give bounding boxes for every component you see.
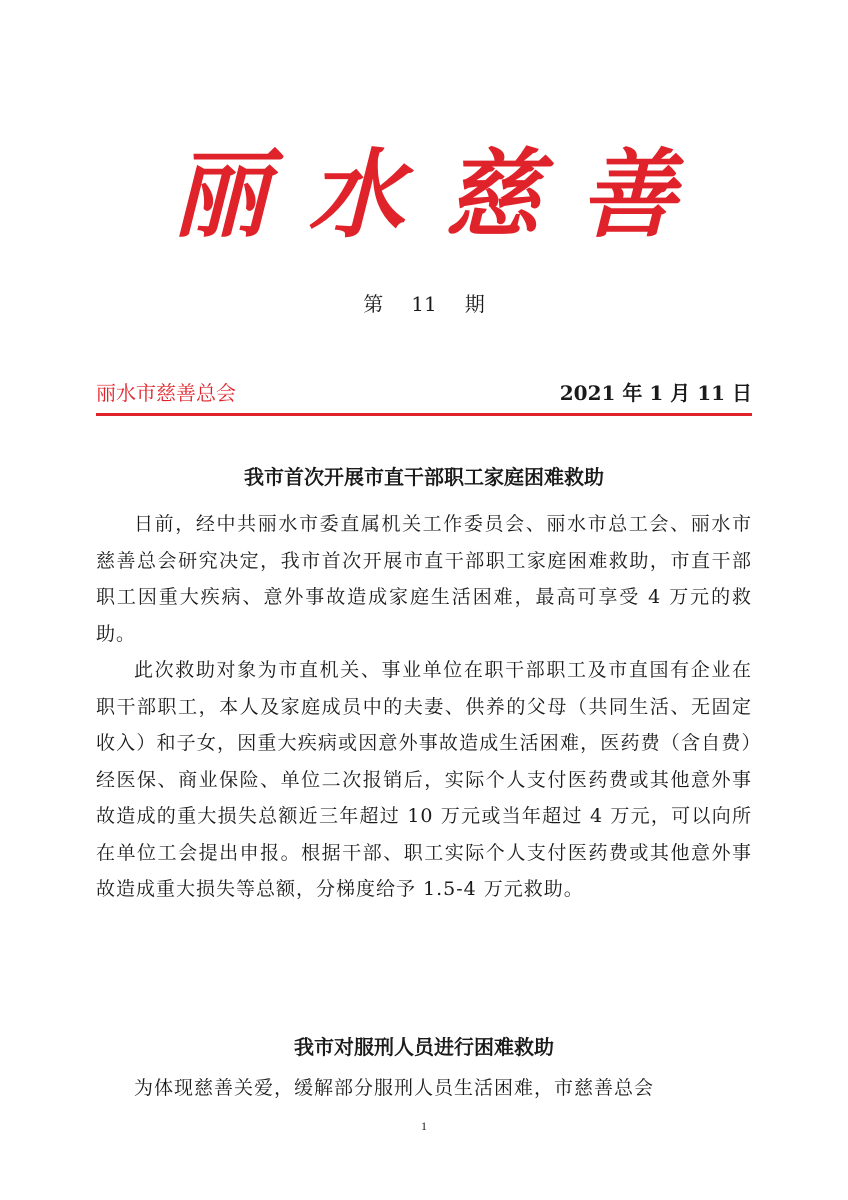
header-row — [96, 378, 752, 410]
article-paragraph: 此次救助对象为市直机关、事业单位在职干部职工及市直国有企业在职干部职工，本人及家庭成员中的夫妻、供养的父母（共同生活、无固定收入）和子女，因重大疾病或因意外事故造成生活困难，医药费（含自费）经医保、商业保险、单位二次报销后，实际个人支付医药费或其他意外事故造成的重大损失总额近三年超过 10 万元或当年超过 4 万元，可以向所在单位工会提出申报。根据干部、职工实际个人支付医药费或其他意外事故造成重大损失等总额，分梯度给予 1.5-4 万元救助。 — [96, 659, 752, 900]
article-title: 我市首次开展市直干部职工家庭困难救助 — [244, 465, 604, 489]
publish-date: 2021 年 1 月 11 日 — [559, 381, 752, 405]
article-paragraph: 为体现慈善关爱，缓解部分服刑人员生活困难，市慈善总会 — [134, 1077, 655, 1099]
article-title: 我市对服刑人员进行困难救助 — [294, 1035, 554, 1059]
article-1 — [96, 462, 752, 908]
issue-number — [0, 290, 848, 318]
article-2 — [96, 1032, 752, 1107]
article-paragraph: 日前，经中共丽水市委直属机关工作委员会、丽水市总工会、丽水市慈善总会研究决定，我市首次开展市直干部职工家庭困难救助，市直干部职工因重大疾病、意外事故造成家庭生活困难，最高可享受 4 万元的救助。 — [96, 513, 752, 645]
issue-prefix: 第 — [363, 292, 384, 316]
organization-name: 丽水市慈善总会 — [96, 381, 236, 405]
page-number: 1 — [421, 1119, 427, 1133]
issue-suffix: 期 — [464, 292, 485, 316]
header-divider — [96, 413, 752, 416]
masthead-title: 丽水慈善 — [172, 138, 716, 251]
issue-value: 11 — [411, 292, 437, 316]
